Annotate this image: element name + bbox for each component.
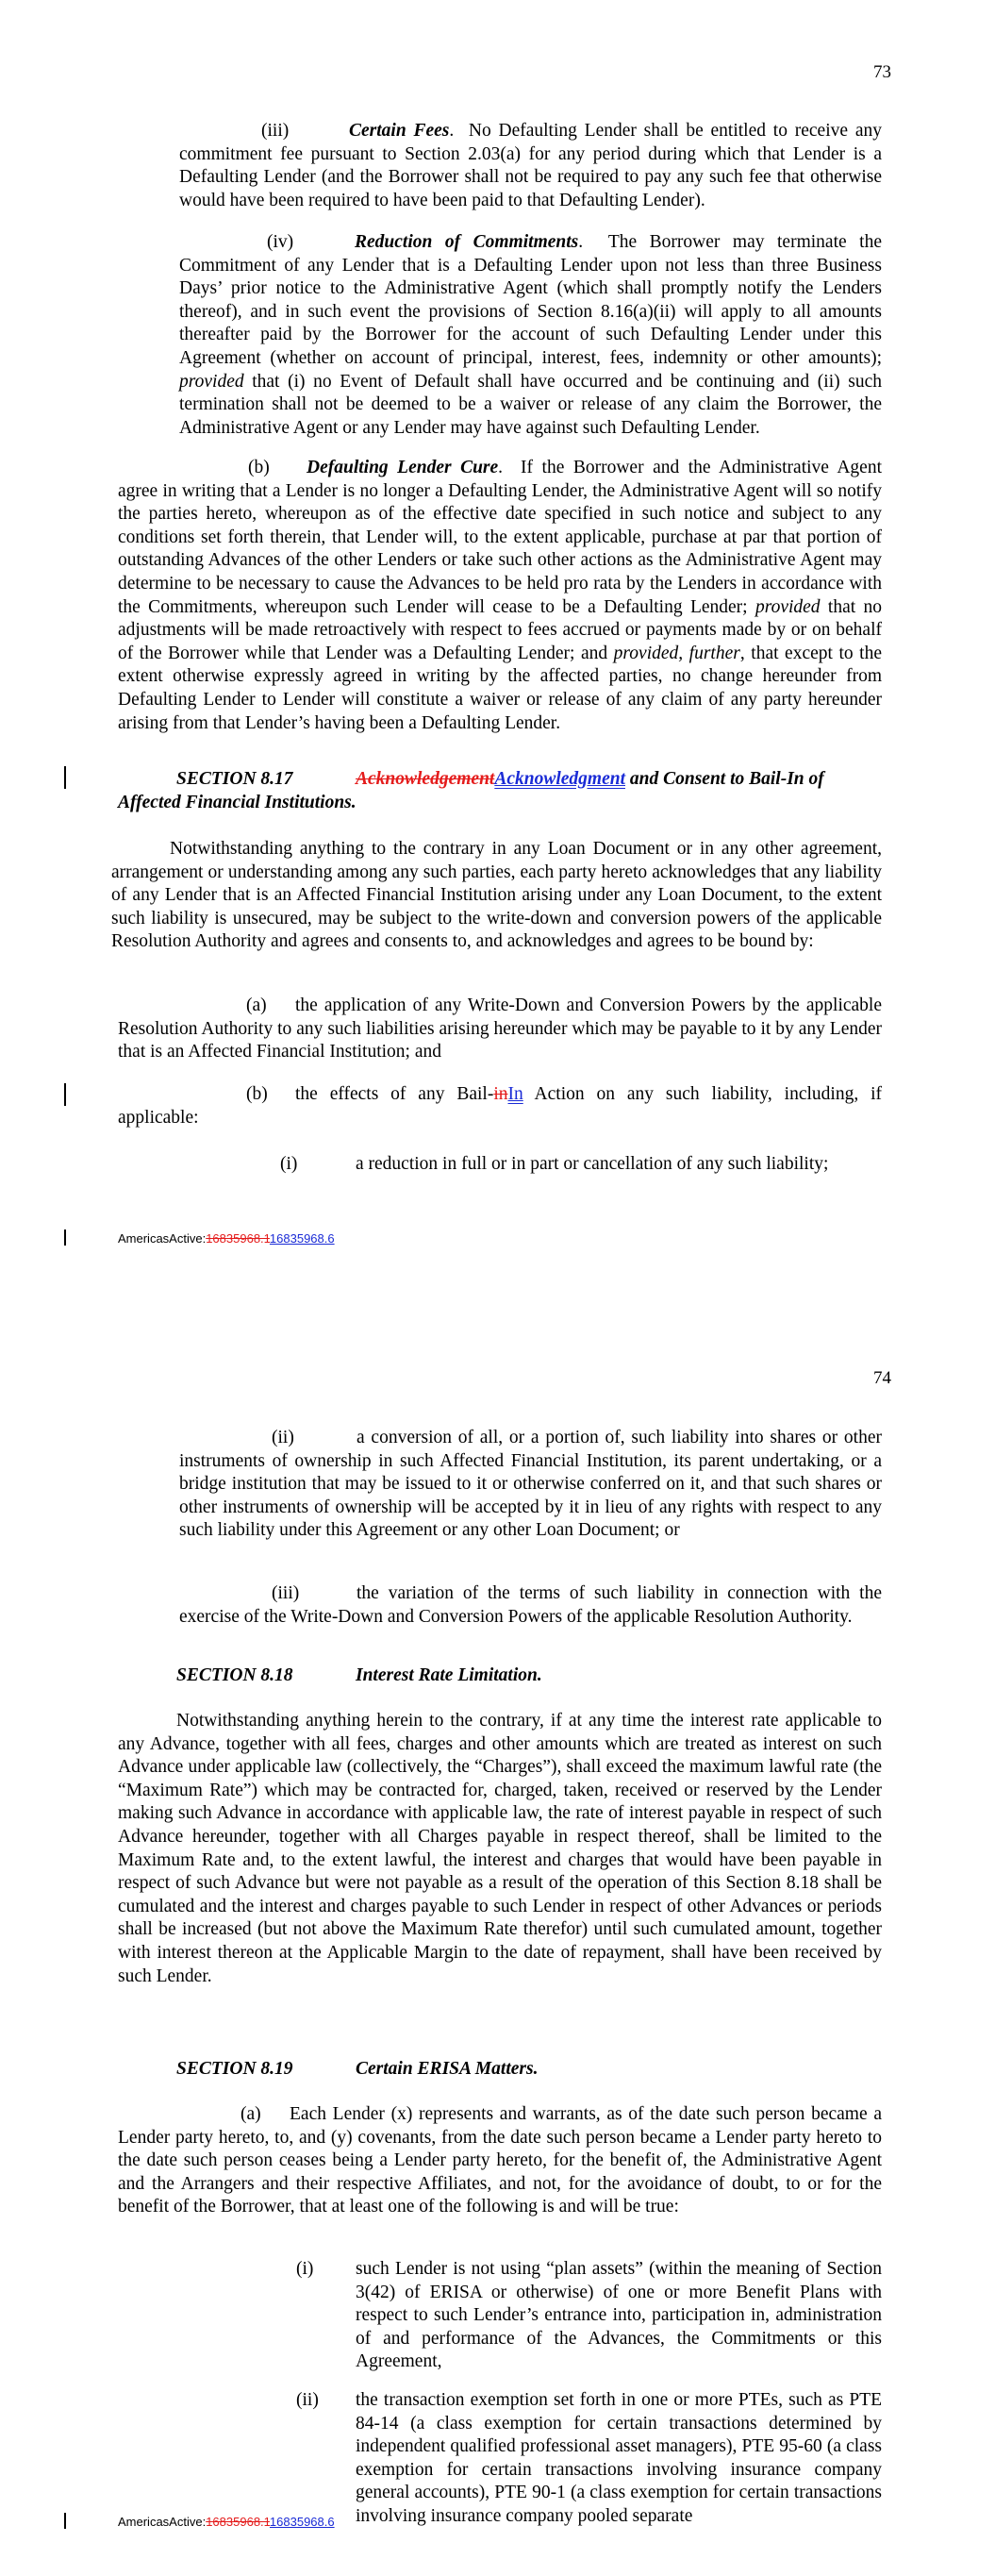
section-8-18-body	[118, 1710, 882, 1988]
proviso-word: provided	[755, 596, 821, 617]
clause-label: (iii)	[272, 1583, 300, 1603]
change-bar	[64, 766, 66, 789]
proviso-word: provided	[179, 371, 244, 392]
erisa-clause-i	[356, 2258, 882, 2374]
section-number: SECTION 8.17	[176, 769, 293, 789]
clause-text: The Borrower may terminate the Commitment of any Lender that is a Defaulting Lender upon not less than three Business Days’ prior notice to the Administrative Agent (which shall promptly notify the Lenders thereof), and in such event the provisions of Section 8.16(a)(ii) will apply to all amounts thereafter paid by the Borrower for the account of such Defaulting Lender under this Agreement (whether on account of principal, interest, fees, indemnity or other amounts);	[179, 232, 882, 368]
page-number: 73	[873, 62, 891, 82]
clause-text: the effects of any Bail-	[295, 1084, 494, 1104]
footer-inserted-id: 16835968.6	[269, 1231, 335, 1246]
intro-text: Notwithstanding anything to the contrary in any Loan Document or in any other agreement, arrangement or understanding among any such parties, each party hereto acknowledges that any liability of any Lender that is an Affected Financial Institution arising under any Loan Document, to the extent such liability is unsecured, may be subject to the write-down and conversion powers of the applicable Resolution Authority and agrees and consents to, and acknowledges and agrees to be bound by:	[111, 839, 882, 952]
clause-text-continued: Action on any such liability, including, if applicable:	[118, 1084, 882, 1128]
clause-label: (iii)	[261, 121, 290, 141]
section-8-17-intro	[111, 838, 882, 954]
footer-deleted-id: 16835968.1	[206, 2515, 270, 2529]
inserted-text: Acknowledgment	[494, 769, 625, 789]
proviso-further: provided, further	[613, 643, 740, 663]
clause-text-continued: that (i) no Event of Default shall have occurred and be continuing and (ii) such termination shall not be deemed to be a waiver or release of any claim the Borrower, the Administrative Agent or any Lender may have against such Defaulting Lender.	[179, 371, 882, 438]
section-8-19-paragraph-a	[118, 2103, 882, 2219]
section-title: Interest Rate Limitation.	[356, 1665, 542, 1685]
deleted-text: Acknowledgement	[356, 769, 495, 789]
clause-text: the application of any Write-Down and Conversion Powers by the applicable Resolution Authority to any such liabilities arising hereunder which may be payable to it by any Lender that is an Affected Financial Institution; and	[118, 995, 882, 1062]
clause-text-final: , that except to the extent otherwise expressly agreed in writing by the affected parties, no change hereunder from Defaulting Lender to Lender will constitute a waiver or release of any claim of any party hereunder arising from that Lender’s having been a Defaulting Lender.	[118, 643, 883, 733]
paragraph-iii-variation	[179, 1582, 882, 1629]
clause-text: No Defaulting Lender shall be entitled to receive any commitment fee pursuant to Section 2.03(a) for any period during which that Lender is a Defaulting Lender (and the Borrower shall not be required to pay any such fee that otherwise would have been required to have been paid to that Defaulting Lender).	[179, 121, 882, 210]
clause-label: (b)	[248, 458, 270, 477]
inserted-text: In	[507, 1084, 523, 1104]
page-74	[0, 1288, 995, 2576]
paragraph-ii-conversion	[179, 1427, 882, 1543]
paragraph-iii-certain-fees: (iii) Certain Fees. No Defaulting Lender shall be entitled to receive any commitment fee pursuant to Section 2.03(a) for any period during which that Lender is a Defaulting Lender (and the Borrower shall not be required to pay any such fee that otherwise would have been required to have been paid to that Defaulting Lender).	[179, 121, 882, 210]
footer-inserted-id: 16835968.6	[269, 2515, 335, 2529]
document-footer	[118, 2515, 335, 2529]
clause-text: a conversion of all, or a portion of, such liability into shares or other instruments of ownership in such Affected Financial Institution, its parent undertaking, or a bridge institution that may be issued to it or otherwise conferred on it, and that such shares or other instruments of ownership will be accepted by it in lieu of any rights with respect to any such liability under this Agreement or any other Loan Document; or	[179, 1428, 882, 1541]
section-number: SECTION 8.18	[176, 1665, 293, 1685]
paragraph-i-reduction	[356, 1153, 882, 1177]
section-8-17-heading	[118, 768, 882, 814]
section-title: Certain ERISA Matters.	[356, 2059, 539, 2079]
clause-text: a reduction in full or in part or cancellation of any such liability;	[356, 1154, 829, 1174]
body-text: Notwithstanding anything herein to the contrary, if at any time the interest rate applicable to any Advance, together with all fees, charges and other amounts which are treated as interest on such Advance under applicable law (collectively, the “Charges”), shall exceed the maximum lawful rate (the “Maximum Rate”) which may be contracted for, charged, taken, received or reserved by the Lender making such Advance in accordance with applicable law, the rate of interest payable in respect of such Advance hereunder, together with all Charges payable in respect thereof, shall be limited to the Maximum Rate and, to the extent lawful, the interest and charges that would have been payable in respect of such Advance but were not payable as a result of the operation of this Section 8.18 shall be cumulated and the interest and charges payable to such Lender in respect of other Advances or periods shall be increased (but not above the Maximum Rate therefor) until such cumulated amount, together with interest thereon at the Applicable Margin to the date of repayment, shall have been received by such Lender.	[118, 1711, 882, 1986]
section-number: SECTION 8.19	[176, 2059, 293, 2079]
clause-text: the variation of the terms of such liability in connection with the exercise of the Write-Down and Conversion Powers of the applicable Resolution Authority.	[179, 1583, 882, 1627]
clause-label: (iv)	[267, 232, 294, 252]
change-bar	[64, 2513, 66, 2529]
document-footer	[118, 1231, 335, 1246]
clause-text-continued: that no adjustments will be made retroactively with respect to fees accrued or payments made by or on behalf of the Borrower while that Lender was a Defaulting Lender; and	[118, 596, 883, 663]
clause-text: such Lender is not using “plan assets” (within the meaning of Section 3(42) of ERISA or otherwise) of one or more Benefit Plans with respect to such Lender’s entrance into, participation in, administration of and performance of the Advances, the Commitments or this Agreement,	[356, 2259, 882, 2372]
clause-text: the transaction exemption set forth in one or more PTEs, such as PTE 84-14 (a class exemption for certain transactions determined by independent qualified professional asset managers), PTE 95-60 (a class exemption for certain transactions involving insurance company general accounts), PTE 90-1 (a class exemption for certain transactions involving insurance company pooled separate	[356, 2390, 882, 2526]
clause-heading: Defaulting Lender Cure	[307, 458, 499, 477]
paragraph-iv-reduction: (iv) Reduction of Commitments. The Borrower may terminate the Commitment of any Lender that is a Defaulting Lender upon not less than three Business Days’ prior notice to the Administrative Agent (which shall promptly notify the Lenders thereof), and in such event the provisions of Section 8.16(a)(ii) will apply to all amounts thereafter paid by the Borrower for the account of such Defaulting Lender under this Agreement (whether on account of principal, interest, fees, indemnity or other amounts); provided that (i) no Event of Default shall have occurred and be continuing and (ii) such termination shall not be deemed to be a waiver or release of any claim the Borrower, the Administrative Agent or any Lender may have against such Defaulting Lender.	[179, 232, 882, 438]
change-bar	[64, 1083, 66, 1106]
clause-label: (ii)	[272, 1428, 294, 1447]
clause-heading: Reduction of Commitments	[355, 232, 579, 252]
footer-prefix: AmericasActive:	[118, 2515, 207, 2529]
clause-label: (a)	[246, 995, 267, 1015]
change-bar	[64, 1229, 66, 1246]
footer-prefix: AmericasActive:	[118, 1231, 207, 1246]
erisa-clause-ii	[356, 2389, 882, 2529]
section-8-19-heading	[176, 2058, 538, 2082]
paragraph-b-defaulting-lender-cure: (b) Defaulting Lender Cure. If the Borrower and the Administrative Agent agree in writing that a Lender is no longer a Defaulting Lender, the Administrative Agent will so notify the parties hereto, whereupon as of the effective date specified in such notice and subject to any conditions set forth therein, that Lender will, to the extent applicable, purchase at par that portion of outstanding Advances of the other Lenders or take such other actions as the Administrative Agent may determine to be necessary to cause the Advances to be held pro rata by the Lenders in accordance with the Commitments, whereupon such Lender will cease to be a Defaulting Lender; provided that no adjustments will be made retroactively with respect to fees accrued or payments made by or on behalf of the Borrower while that Lender was a Defaulting Lender; and provided, further, that except to the extent otherwise expressly agreed in writing by the affected parties, no change hereunder from Defaulting Lender to Lender will constitute a waiver or release of any claim of any party hereunder arising from that Lender’s having been a Defaulting Lender.	[118, 458, 883, 733]
clause-label: (ii)	[296, 2390, 319, 2410]
clause-label: (a)	[240, 2104, 261, 2124]
clause-heading: Certain Fees	[349, 121, 450, 141]
section-8-18-heading	[176, 1664, 542, 1688]
clause-label: (i)	[280, 1154, 298, 1174]
section-title-line2: Affected Financial Institutions.	[118, 792, 357, 812]
clause-label: (b)	[246, 1084, 268, 1104]
paragraph-a-write-down	[118, 995, 882, 1064]
clause-text: If the Borrower and the Administrative Agent agree in writing that a Lender is no longer a Defaulting Lender, the Administrative Agent will so notify the parties hereto, whereupon as of the effective date specified in such notice and subject to any conditions set forth therein, that Lender will, to the extent applicable, purchase at par that portion of outstanding Advances of the other Lenders or take such other actions as the Administrative Agent may determine to be necessary to cause the Advances to be held pro rata by the Lenders in accordance with the Commitments, whereupon such Lender will cease to be a Defaulting Lender;	[118, 458, 883, 617]
clause-label: (i)	[296, 2259, 314, 2279]
section-title: and Consent to Bail-In of	[629, 769, 824, 789]
deleted-text: in	[493, 1084, 508, 1104]
paragraph-b-bail-in	[118, 1083, 882, 1129]
clause-text: Each Lender (x) represents and warrants, as of the date such person became a Lender party hereto, to, and (y) covenants, from the date such person became a Lender party hereto to the date such person ceases being a Lender party hereto, for the benefit of, the Administrative Agent and the Arrangers and their respective Affiliates, and not, for the avoidance of doubt, to or for the benefit of the Borrower, that at least one of the following is and will be true:	[118, 2104, 882, 2217]
page-number: 74	[873, 1368, 891, 1388]
footer-deleted-id: 16835968.1	[206, 1231, 270, 1246]
